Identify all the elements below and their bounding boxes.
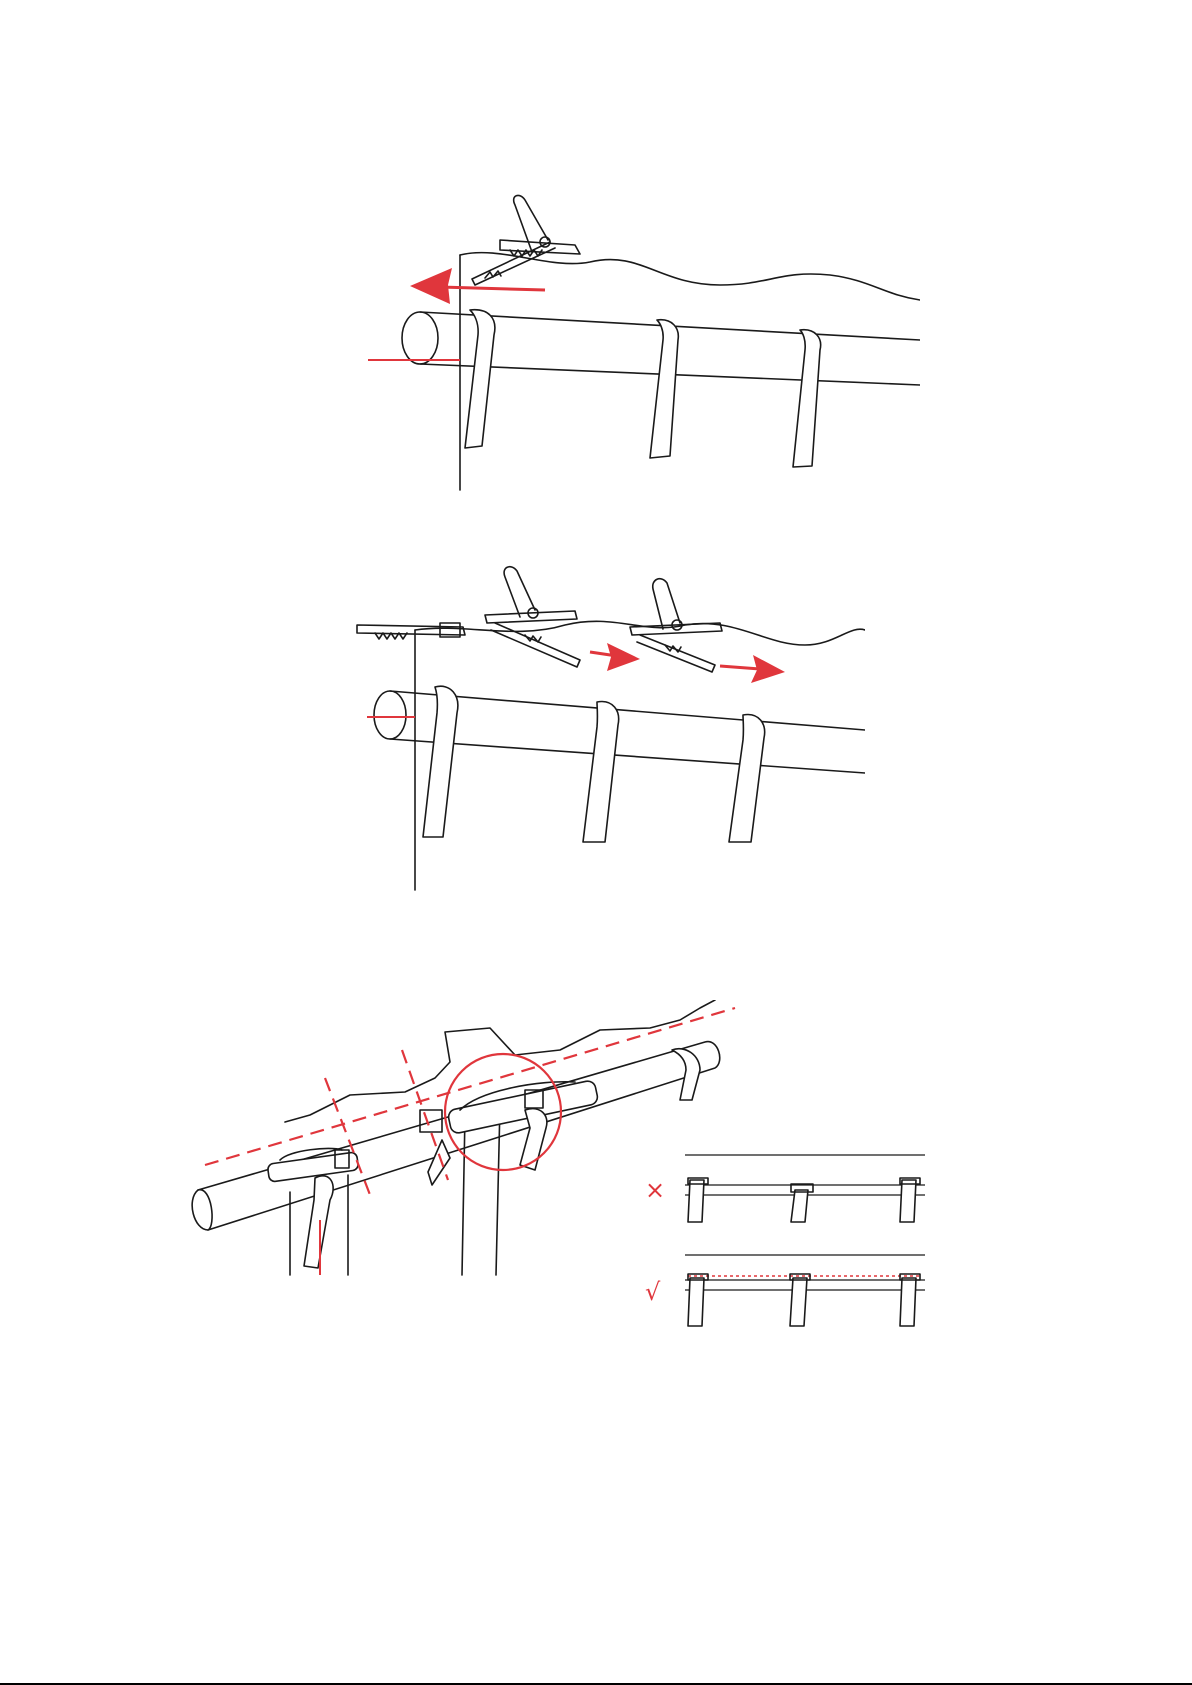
step-1-illustration xyxy=(360,190,920,500)
strap xyxy=(790,1274,810,1326)
strap-buckle-icon xyxy=(267,1148,359,1268)
strap xyxy=(672,1049,700,1100)
ratchet-tool-icon xyxy=(630,579,722,672)
strap xyxy=(900,1178,920,1222)
strap xyxy=(900,1274,920,1326)
strap xyxy=(793,330,821,467)
strap xyxy=(423,686,458,837)
fabric-top-edge xyxy=(415,621,865,645)
arrow-icon xyxy=(590,643,640,671)
step-2-illustration xyxy=(345,555,865,895)
arrow-icon xyxy=(410,268,545,304)
strap xyxy=(791,1184,813,1222)
ratchet-tool-icon xyxy=(485,567,580,667)
correct-example-diagram xyxy=(680,1250,930,1335)
incorrect-mark: × xyxy=(645,1176,666,1204)
strap xyxy=(650,320,678,458)
correct-mark: √ xyxy=(645,1278,661,1306)
strap xyxy=(688,1178,708,1222)
ratchet-tool-icon xyxy=(357,623,465,639)
ratchet-tool-icon xyxy=(472,195,580,285)
strap xyxy=(465,310,495,448)
strap xyxy=(688,1274,708,1326)
arrow-icon xyxy=(720,655,785,683)
strap xyxy=(583,702,619,842)
rod xyxy=(192,1042,720,1230)
incorrect-example-diagram xyxy=(680,1150,930,1235)
strap xyxy=(729,715,765,842)
